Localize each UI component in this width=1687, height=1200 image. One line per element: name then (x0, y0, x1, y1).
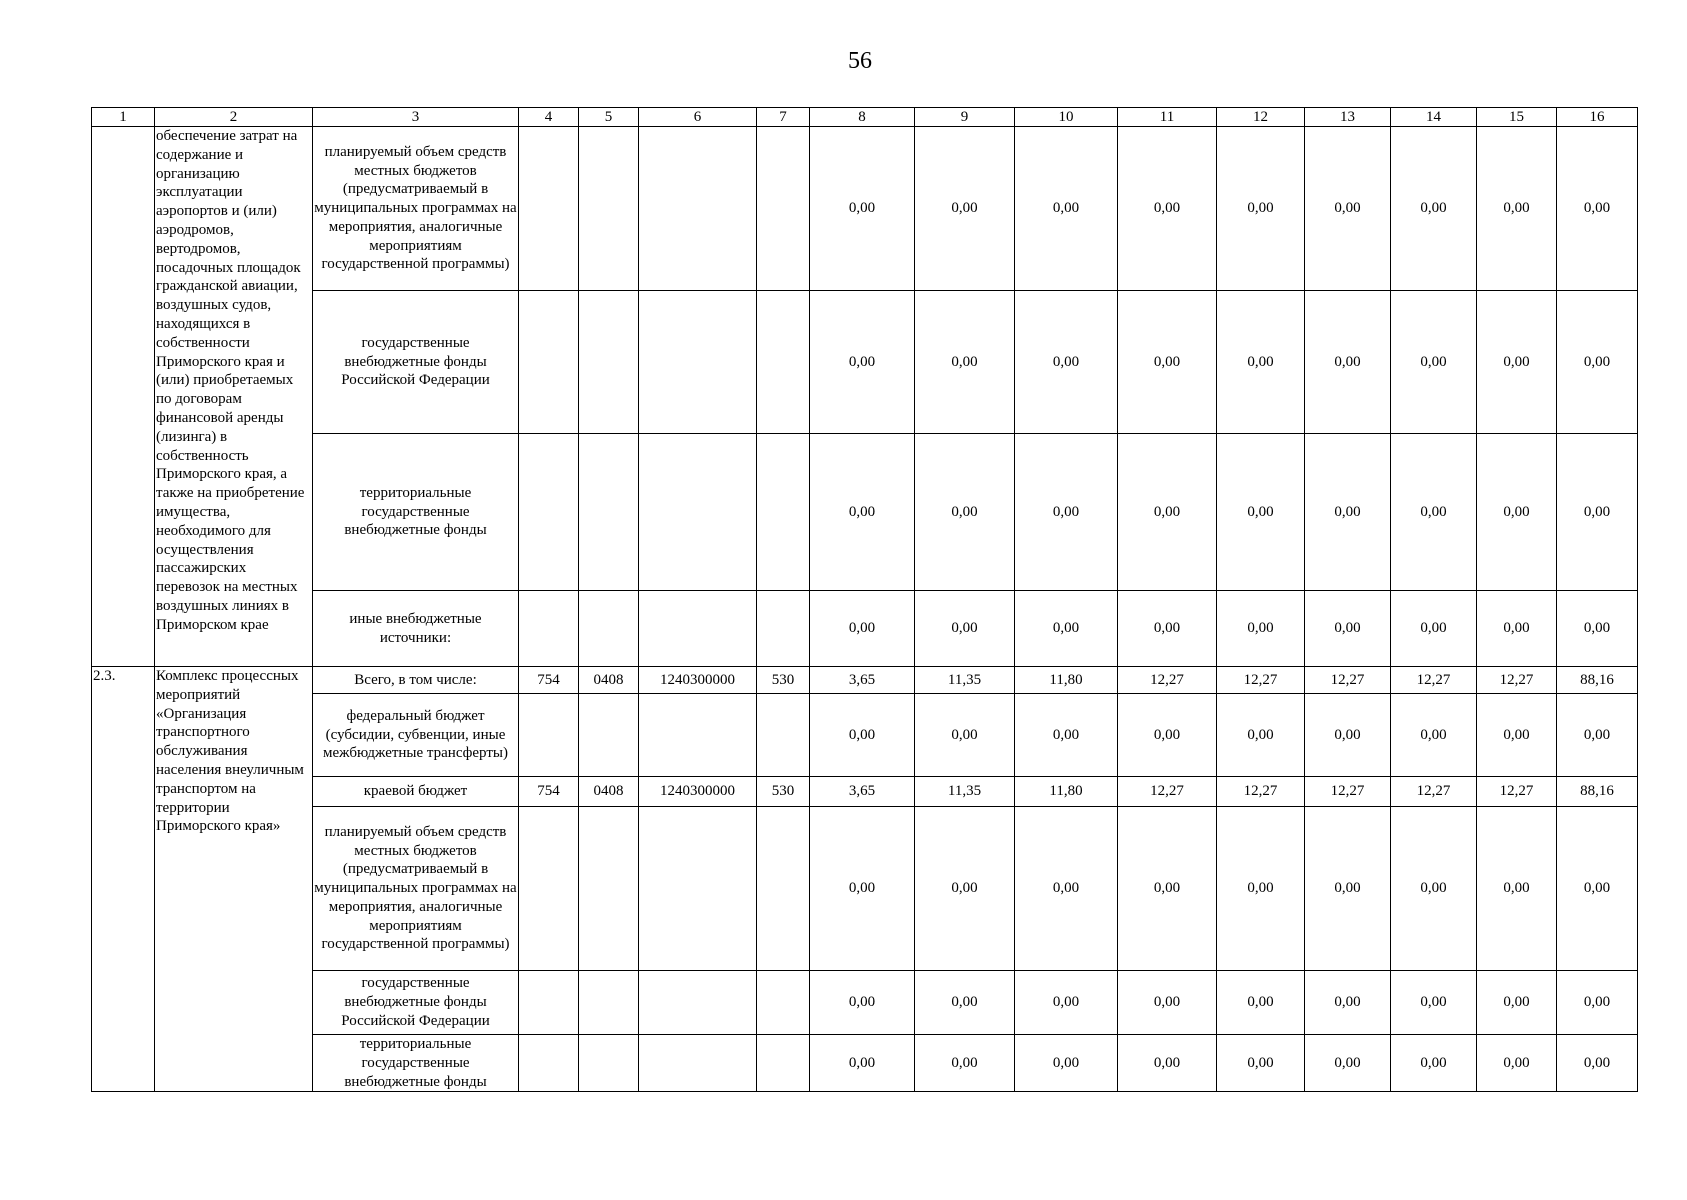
cell-4 (519, 434, 579, 591)
column-number: 9 (915, 108, 1015, 127)
value-cell: 11,35 (915, 667, 1015, 694)
value-cell: 0,00 (1305, 807, 1391, 971)
value-cell: 0,00 (915, 127, 1015, 291)
item-name-cell: обеспечение затрат на содержание и организацию эксплуатации аэропортов и (или) аэродромов, вертодромов, посадочных площадок гражданской авиации, воздушных судов, находящихся в собственности Приморского края и (или) приобретаемых по договорам финансовой аренды (лизинга) в собственность Приморского края, а также на приобретение имущества, необходимого для осуществления пассажирских перевозок на местных воздушных линиях в Приморском крае (155, 127, 313, 667)
cell-4 (519, 127, 579, 291)
value-cell: 12,27 (1118, 667, 1217, 694)
value-cell: 0,00 (1217, 971, 1305, 1035)
value-cell: 0,00 (1015, 127, 1118, 291)
value-cell: 0,00 (1015, 434, 1118, 591)
cell-4 (519, 694, 579, 777)
value-cell: 0,00 (1015, 971, 1118, 1035)
value-cell: 0,00 (1391, 434, 1477, 591)
cell-5 (579, 971, 639, 1035)
value-cell: 0,00 (915, 434, 1015, 591)
value-cell: 0,00 (1391, 127, 1477, 291)
value-cell: 0,00 (1118, 807, 1217, 971)
cell-5 (579, 127, 639, 291)
cell-4 (519, 971, 579, 1035)
column-number: 6 (639, 108, 757, 127)
item-name-cell: Комплекс процессных мероприятий «Организация транспортного обслуживания населения внеуличным транспортом на территории Приморского края» (155, 667, 313, 1092)
funding-source: планируемый объем средств местных бюджетов (предусматриваемый в муниципальных программах на мероприятия, аналогичные мероприятиям государственной программы) (313, 127, 519, 291)
cell-7 (757, 591, 810, 667)
cell-4 (519, 807, 579, 971)
value-cell: 0,00 (1118, 694, 1217, 777)
cell-6 (639, 434, 757, 591)
cell-7: 530 (757, 777, 810, 807)
funding-source: государственные внебюджетные фонды Российской Федерации (313, 971, 519, 1035)
value-cell: 0,00 (1477, 291, 1557, 434)
cell-6 (639, 807, 757, 971)
value-cell: 0,00 (1305, 971, 1391, 1035)
cell-6: 1240300000 (639, 667, 757, 694)
table-row (92, 127, 1638, 291)
funding-source: территориальные государственные внебюджетные фонды (313, 434, 519, 591)
value-cell: 0,00 (1305, 694, 1391, 777)
value-cell: 0,00 (810, 694, 915, 777)
value-cell: 0,00 (810, 434, 915, 591)
value-cell: 0,00 (1477, 434, 1557, 591)
column-number: 2 (155, 108, 313, 127)
value-cell: 0,00 (1217, 694, 1305, 777)
cell-6 (639, 971, 757, 1035)
value-cell: 0,00 (1305, 291, 1391, 434)
value-cell: 3,65 (810, 667, 915, 694)
value-cell: 12,27 (1118, 777, 1217, 807)
cell-4: 754 (519, 667, 579, 694)
column-number: 1 (92, 108, 155, 127)
value-cell: 0,00 (1118, 434, 1217, 591)
value-cell: 11,35 (915, 777, 1015, 807)
cell-5 (579, 291, 639, 434)
value-cell: 0,00 (915, 1035, 1015, 1092)
value-cell: 0,00 (915, 807, 1015, 971)
cell-5 (579, 434, 639, 591)
cell-5: 0408 (579, 667, 639, 694)
table-row (92, 434, 1638, 591)
value-cell: 0,00 (1217, 127, 1305, 291)
funding-source: иные внебюджетные источники: (313, 591, 519, 667)
value-cell: 0,00 (1015, 1035, 1118, 1092)
item-number-cell: 2.3. (92, 667, 155, 1092)
table-row (92, 591, 1638, 667)
cell-7 (757, 694, 810, 777)
value-cell: 0,00 (1477, 807, 1557, 971)
value-cell: 0,00 (1015, 694, 1118, 777)
cell-5 (579, 1035, 639, 1092)
cell-7 (757, 807, 810, 971)
cell-6 (639, 1035, 757, 1092)
value-cell: 12,27 (1477, 667, 1557, 694)
value-cell: 0,00 (1391, 807, 1477, 971)
value-cell: 0,00 (810, 291, 915, 434)
value-cell: 0,00 (1557, 291, 1638, 434)
value-cell: 88,16 (1557, 777, 1638, 807)
value-cell: 0,00 (1217, 591, 1305, 667)
column-number: 13 (1305, 108, 1391, 127)
funding-source: федеральный бюджет (субсидии, субвенции, иные межбюджетные трансферты) (313, 694, 519, 777)
funding-source: планируемый объем средств местных бюджетов (предусматриваемый в муниципальных программах на мероприятия, аналогичные мероприятиям государственной программы) (313, 807, 519, 971)
funding-source: государственные внебюджетные фонды Российской Федерации (313, 291, 519, 434)
cell-4 (519, 591, 579, 667)
value-cell: 0,00 (915, 591, 1015, 667)
value-cell: 0,00 (1305, 1035, 1391, 1092)
value-cell: 0,00 (1305, 434, 1391, 591)
value-cell: 0,00 (1557, 591, 1638, 667)
column-number: 14 (1391, 108, 1477, 127)
cell-7 (757, 1035, 810, 1092)
table-row (92, 971, 1638, 1035)
value-cell: 3,65 (810, 777, 915, 807)
value-cell: 0,00 (1217, 1035, 1305, 1092)
cell-5: 0408 (579, 777, 639, 807)
column-number: 11 (1118, 108, 1217, 127)
cell-7 (757, 971, 810, 1035)
cell-6: 1240300000 (639, 777, 757, 807)
cell-7 (757, 127, 810, 291)
table-row (92, 291, 1638, 434)
cell-4 (519, 1035, 579, 1092)
cell-5 (579, 591, 639, 667)
value-cell: 12,27 (1477, 777, 1557, 807)
cell-6 (639, 591, 757, 667)
value-cell: 0,00 (1391, 971, 1477, 1035)
value-cell: 0,00 (1118, 127, 1217, 291)
funding-source: территориальные государственные внебюджетные фонды (313, 1035, 519, 1092)
value-cell: 0,00 (1305, 591, 1391, 667)
column-number: 5 (579, 108, 639, 127)
cell-5 (579, 807, 639, 971)
page-number: 56 (848, 48, 872, 74)
value-cell: 0,00 (1217, 434, 1305, 591)
cell-7 (757, 434, 810, 591)
value-cell: 0,00 (1118, 591, 1217, 667)
value-cell: 0,00 (1557, 694, 1638, 777)
column-number: 3 (313, 108, 519, 127)
table-row (92, 1035, 1638, 1092)
table-row (92, 694, 1638, 777)
value-cell: 88,16 (1557, 667, 1638, 694)
value-cell: 0,00 (810, 127, 915, 291)
cell-5 (579, 694, 639, 777)
table-row (92, 807, 1638, 971)
item-number-cell (92, 127, 155, 667)
value-cell: 11,80 (1015, 667, 1118, 694)
funding-source: краевой бюджет (313, 777, 519, 807)
value-cell: 0,00 (1557, 1035, 1638, 1092)
column-number-row (92, 108, 1638, 127)
cell-7 (757, 291, 810, 434)
value-cell: 0,00 (1217, 291, 1305, 434)
value-cell: 0,00 (1391, 1035, 1477, 1092)
cell-6 (639, 694, 757, 777)
value-cell: 0,00 (1118, 1035, 1217, 1092)
budget-table (91, 107, 1638, 1092)
value-cell: 0,00 (1557, 434, 1638, 591)
value-cell: 0,00 (1391, 291, 1477, 434)
value-cell: 12,27 (1217, 667, 1305, 694)
value-cell: 12,27 (1391, 667, 1477, 694)
cell-6 (639, 291, 757, 434)
value-cell: 0,00 (810, 591, 915, 667)
value-cell: 0,00 (1557, 971, 1638, 1035)
value-cell: 0,00 (810, 1035, 915, 1092)
value-cell: 0,00 (915, 291, 1015, 434)
value-cell: 0,00 (1015, 291, 1118, 434)
value-cell: 0,00 (1305, 127, 1391, 291)
value-cell: 12,27 (1305, 667, 1391, 694)
value-cell: 0,00 (1015, 591, 1118, 667)
value-cell: 12,27 (1391, 777, 1477, 807)
column-number: 8 (810, 108, 915, 127)
value-cell: 0,00 (1118, 971, 1217, 1035)
value-cell: 12,27 (1217, 777, 1305, 807)
column-number: 10 (1015, 108, 1118, 127)
value-cell: 11,80 (1015, 777, 1118, 807)
value-cell: 0,00 (915, 694, 1015, 777)
value-cell: 0,00 (1391, 591, 1477, 667)
value-cell: 12,27 (1305, 777, 1391, 807)
cell-6 (639, 127, 757, 291)
table-row (92, 667, 1638, 694)
column-number: 4 (519, 108, 579, 127)
column-number: 12 (1217, 108, 1305, 127)
column-number: 16 (1557, 108, 1638, 127)
value-cell: 0,00 (1557, 807, 1638, 971)
value-cell: 0,00 (1118, 291, 1217, 434)
value-cell: 0,00 (1557, 127, 1638, 291)
column-number: 15 (1477, 108, 1557, 127)
value-cell: 0,00 (1391, 694, 1477, 777)
value-cell: 0,00 (810, 971, 915, 1035)
table-row (92, 777, 1638, 807)
value-cell: 0,00 (1477, 127, 1557, 291)
column-number: 7 (757, 108, 810, 127)
value-cell: 0,00 (915, 971, 1015, 1035)
value-cell: 0,00 (1477, 971, 1557, 1035)
cell-7: 530 (757, 667, 810, 694)
value-cell: 0,00 (1477, 591, 1557, 667)
cell-4 (519, 291, 579, 434)
funding-source: Всего, в том числе: (313, 667, 519, 694)
value-cell: 0,00 (1477, 694, 1557, 777)
value-cell: 0,00 (1217, 807, 1305, 971)
cell-4: 754 (519, 777, 579, 807)
value-cell: 0,00 (810, 807, 915, 971)
value-cell: 0,00 (1015, 807, 1118, 971)
value-cell: 0,00 (1477, 1035, 1557, 1092)
